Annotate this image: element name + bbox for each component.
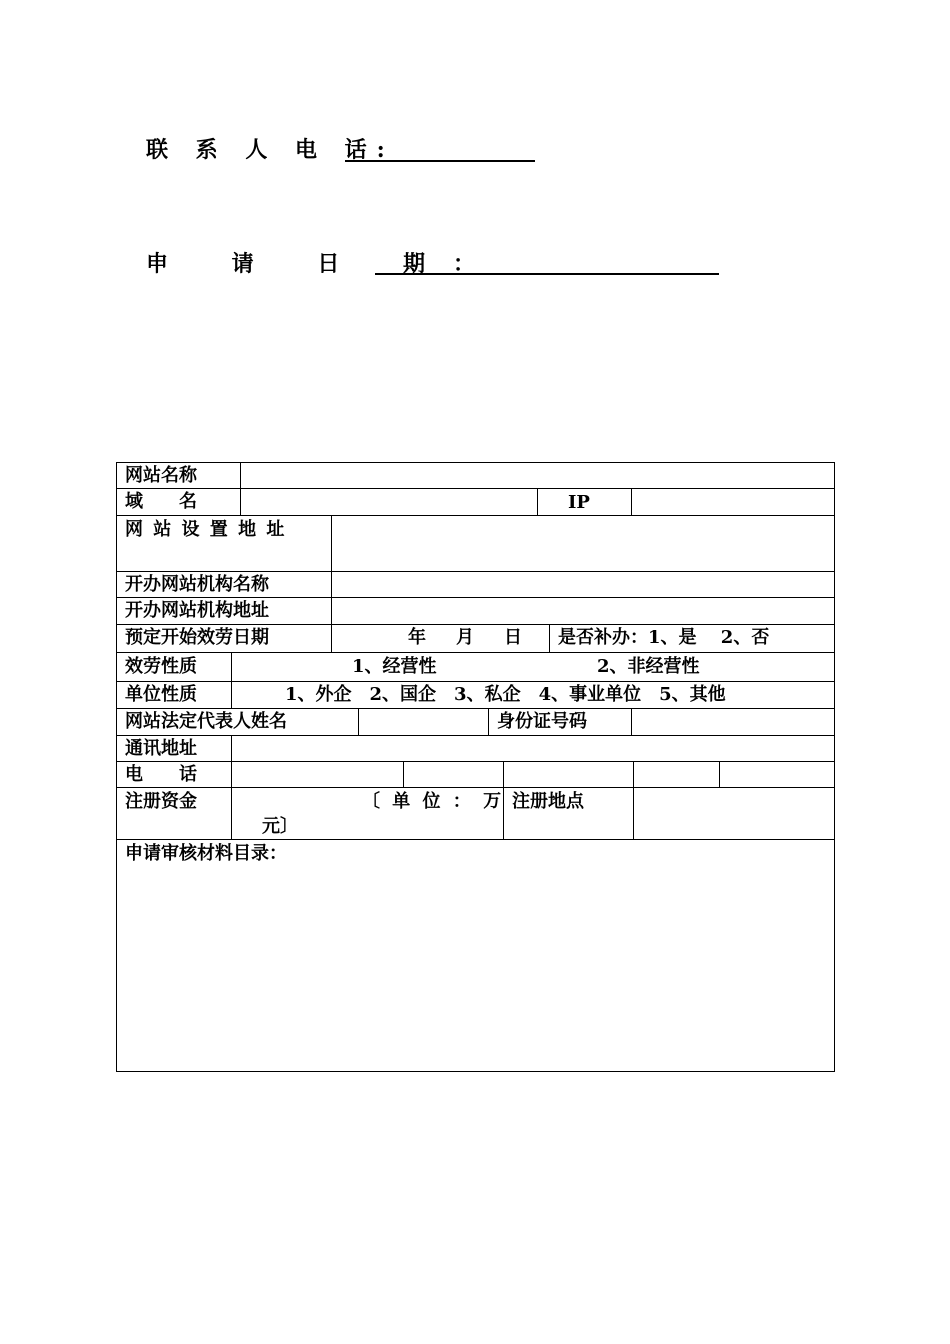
capital-label: 注册资金 — [125, 791, 197, 812]
site-address-label: 网 站 设 置 地 址 — [125, 519, 287, 540]
application-form-table — [116, 462, 835, 1072]
apply-date-field[interactable] — [375, 273, 719, 275]
id-number-label: 身份证号码 — [497, 711, 587, 732]
reg-place-label: 注册地点 — [512, 791, 584, 812]
unit-type-options: 1、外企 2、国企 3、私企 4、事业单位 5、其他 — [285, 684, 726, 705]
service-type-label: 效劳性质 — [125, 656, 197, 677]
domain-label: 域 名 — [125, 491, 197, 512]
contact-phone-label: 联 系 人 电 话: — [146, 137, 395, 163]
date-fields: 年 月 日 — [408, 627, 528, 648]
unit-type-label: 单位性质 — [125, 684, 197, 705]
ip-label: IP — [568, 492, 590, 513]
service-option-2: 2、非经营性 — [597, 656, 700, 677]
capital-unit-text: 〔 单 位 ： 万 — [362, 791, 505, 812]
contact-phone-field[interactable] — [345, 160, 535, 162]
org-address-label: 开办网站机构地址 — [125, 600, 269, 621]
site-name-label: 网站名称 — [125, 465, 197, 486]
capital-unit-text-2: 元〕 — [262, 816, 298, 837]
start-date-label: 预定开始效劳日期 — [125, 627, 269, 648]
legal-rep-label: 网站法定代表人姓名 — [125, 711, 287, 732]
supplement-label: 是否补办：1、是 2、否 — [558, 627, 770, 648]
apply-date-label: 申 请 日 期： — [146, 251, 503, 277]
materials-label: 申请审核材料目录： — [125, 843, 287, 864]
org-name-label: 开办网站机构名称 — [125, 574, 269, 595]
service-option-1: 1、经营性 — [352, 656, 437, 677]
mail-address-label: 通讯地址 — [125, 738, 197, 759]
phone-label: 电 话 — [125, 764, 197, 785]
